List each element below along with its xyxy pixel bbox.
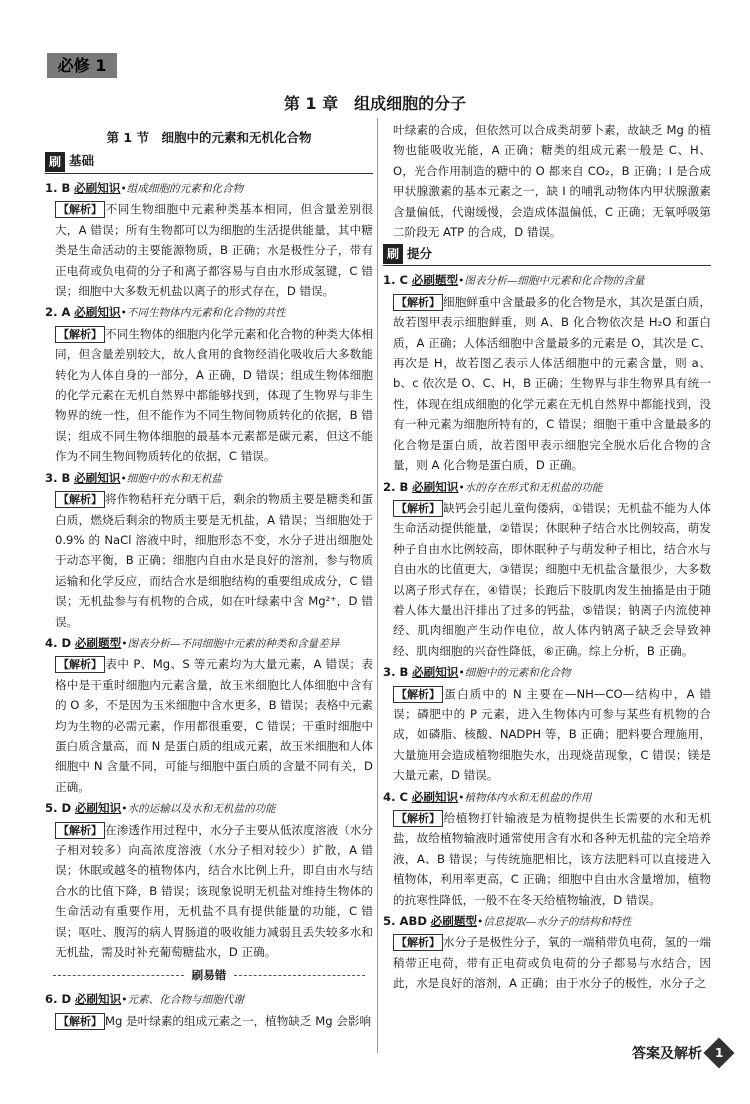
error-prone-label: 刷易错 [191,968,227,983]
analysis-label: 【解析】 [393,294,443,311]
chapter-title: 第 1 章 组成细胞的分子 [283,94,467,113]
analysis-text: 缺钙会引起儿童佝偻病，①错误；无机盐不能为人体生命活动提供能量，②错误；休眠种子结合水比例较高，萌发种子自由水比例较高，即休眠种子与萌发种子相比，结合水与自由水的比值更大，③错误；细胞中无机盐含量很少，大多数以离子形式存在，④错误；长跑后下肢肌肉发生抽搐是由于随着人体大量出汗排出了过多的钙盐，⑤错误；钠离子内流使神经、肌肉细胞产生动作电位，故人体内钠离子缺乏会导致神经、肌肉细胞的兴奋性降低，⑥正确。综上分析，B 正确。 [393,500,711,658]
page-footer [632,1040,730,1066]
error-prone-divider [45,962,373,988]
knowledge-tag: 必刷知识 [74,470,121,485]
knowledge-point: •元素、化合物与细胞代谢 [121,994,244,1007]
knowledge-tag: 必刷知识 [74,992,122,1007]
shua-icon: 刷 [45,152,65,172]
knowledge-tag: 必刷知识 [412,665,459,680]
footer-text: 答案及解析 [632,1046,702,1062]
analysis-text: 不同生物细胞中元素种类基本相同，但含量差别很大，A 错误；所有生物都可以为细胞的生活提供能量，其中糖类是生命活动的主要能源物质，B 正确；水是极性分子，带有正电荷或负电荷的分子和离子都容易与自由水形成氢键，C 错误；细胞中大多数无机盐以离子的形式存在，D 错误。 [55,202,373,299]
knowledge-tag: 必刷题型 [430,914,478,929]
answer-item [45,468,373,632]
answer-item [45,302,373,466]
answer-item [45,989,373,1031]
answer-item [383,662,711,785]
knowledge-tag: 必刷题型 [74,635,122,650]
basic-label: 基础 [69,153,95,169]
knowledge-tag: 必刷题型 [411,273,459,288]
analysis-label: 【解析】 [55,201,105,218]
answer-item [45,633,373,797]
shua-icon: 刷 [383,244,403,264]
knowledge-point: •水的运输以及水和无机盐的功能 [121,803,276,816]
answer-item [383,911,711,994]
analysis-label: 【解析】 [393,686,443,703]
module-tag: 必修 1 [47,53,117,78]
analysis-label: 【解析】 [393,810,443,827]
knowledge-point: •信息提取—水分子的结构和特性 [477,916,632,929]
analysis-label: 【解析】 [393,934,443,951]
answer-number: 1. C [383,273,409,288]
knowledge-tag: 必刷知识 [411,789,459,804]
answer-item [383,270,711,475]
answer-item [45,178,373,301]
knowledge-point: •图表分析—细胞中元素和化合物的含量 [458,275,645,288]
answer-number: 4. D [45,635,72,650]
knowledge-point: •植物体内水和无机盐的作用 [458,791,592,804]
knowledge-tag: 必刷知识 [74,181,121,195]
advance-label: 提分 [407,245,433,261]
answer-number: 4. C [383,789,409,804]
knowledge-point: •不同生物体内元素和化合物的共性 [120,307,286,320]
analysis-text: 给植物打针输液是为植物提供生长需要的水和无机盐，故给植物输液时通常使用含有水和各种无机盐的完全培养液，A、B 错误；与传统施肥相比，该方法肥料可以直接进入植物体，利用率更高，C 正确；细胞中自由水含量增加，植物的抗寒性降低，一般不在冬天给植物输液，D 错误。 [393,811,711,907]
answer-number: 3. B [383,665,409,680]
analysis-label: 【解析】 [55,1013,105,1030]
answer-number: 2. A [45,305,71,320]
answer-number: 2. B [383,479,409,494]
analysis-label: 【解析】 [55,822,105,839]
analysis-text: 在渗透作用过程中，水分子主要从低浓度溶液（水分子相对较多）向高浓度溶液（水分子相对较少）扩散，A 错误；休眠或越冬的植物体内，结合水比例上升，即自由水与结合水的比值下降，B 错误；该现象说明无机盐对维持生物体的生命活动有重要作用，无机盐不具有提供能量的功能，C 错误；呕吐、腹泻的病人胃肠道的吸收能力减弱且丢失较多水和无机盐，需及时补充葡萄糖盐水，D 正确。 [55,822,373,960]
answer-number: 5. ABD [383,914,427,929]
knowledge-point: •细胞中的元素和化合物 [458,667,571,680]
knowledge-point: •水的存在形式和无机盐的功能 [458,481,603,494]
knowledge-point: •组成细胞的元素和化合物 [120,183,244,195]
analysis-text: 将作物秸秆充分晒干后，剩余的物质主要是糖类和蛋白质，燃烧后剩余的物质主要是无机盐，A 错误；当细胞处于 0.9% 的 NaCl 溶液中时，细胞形态不变，水分子进出细胞处于动态平衡，B 正确；细胞内自由水是良好的溶剂，参与物质运输和化学反应，而结合水是细胞结构的重要组成成分，C 错误；无机盐参与有机物的合成，如在叶绿素中含 Mg²⁺，D 错误。 [55,492,373,629]
basic-banner [45,150,373,174]
answer-number: 3. B [45,470,71,485]
answer-number: 5. D [45,801,72,816]
knowledge-tag: 必刷知识 [74,305,121,320]
knowledge-tag: 必刷知识 [412,479,459,494]
analysis-text: Mg 是叶绿素的组成元素之一，植物缺乏 Mg 会影响 [105,1013,372,1028]
answer-item [383,477,711,662]
analysis-label: 【解析】 [55,326,105,343]
section-title: 第 1 节 细胞中的元素和无机化合物 [106,130,312,145]
analysis-label: 【解析】 [55,656,105,673]
answer-item [45,798,373,962]
analysis-label: 【解析】 [393,500,443,517]
analysis-label: 【解析】 [55,491,105,508]
analysis-text: 表中 P、Mg、S 等元素均为大量元素，A 错误；表格中是干重时细胞内元素含量，故玉米细胞比人体细胞中含有的 O 多，不是因为玉米细胞中含水更多，B 错误；表格中元素均为生物的必需元素，作用都很重要，C 错误；干重时细胞中蛋白质含量高，而 N 是蛋白质的组成元素，故玉米细胞和人体细胞中 N 含量不同，可能与细胞中蛋白质的含量不同有关，D 正确。 [55,657,373,794]
analysis-text: 细胞鲜重中含量最多的化合物是水，其次是蛋白质，故若图甲表示细胞鲜重，则 A、B 化合物依次是 H₂O 和蛋白质，A 正确；人体活细胞中含量最多的元素是 O，其次是 C、再次是 H，故若图乙表示人体活细胞中的元素含量，则 a、b、c 依次是 O、C、H，B 正确；生物界与非生物界具有统一性，体现在组成细胞的化学元素在无机自然界中都能找到，没有一种元素为细胞所特有的，C 错误；细胞干重中含量最多的化合物是蛋白质，故若图甲表示细胞完全脱水后化合物的含量，则 A 化合物是蛋白质，D 正确。 [393,294,711,473]
column-divider [377,118,378,1053]
page-number-badge [703,1037,734,1068]
page-number: 1 [714,1045,724,1060]
answer-item [383,787,711,910]
knowledge-point: •图表分析—不同细胞中元素的种类和含量差异 [121,637,340,650]
answer-number: 6. D [45,992,72,1007]
analysis-text: 水分子是极性分子，氧的一端稍带负电荷，氢的一端稍带正电荷，带有正电荷或负电荷的分子都易与水结合，因此，水是良好的溶剂，A 正确；由于水分子的极性，水分子之 [393,935,711,991]
knowledge-point: •细胞中的水和无机盐 [120,472,223,485]
right-column [383,120,711,994]
analysis-text: 不同生物体的细胞内化学元素和化合物的种类大体相同，但含量差别较大，故人食用的食物经消化吸收后大多数能转化为人体自身的一部分，A 正确，D 错误；组成生物体细胞的化学元素在无机自然界中都能够找到，体现了生物界与非生物界的统一性，但不能作为不同生物间物质转化的依据，B 错误；组成不同生物体细胞的最基本元素都是碳元素，但这不能作为不同生物间物质转化的依据，C 错误。 [55,326,373,464]
analysis-text: 蛋白质中的 N 主要在—NH—CO—结构中，A 错误；磷肥中的 P 元素，进入生物体内可参与某些有机物的合成，如磷脂、核酸、NADPH 等，B 正确；肥料要合理施用，大量施用会造成植物细胞失水，出现烧苗现象，C 错误；镁是大量元素，D 错误。 [393,686,711,783]
continued-text: 叶绿素的合成，但依然可以合成类胡萝卜素，故缺乏 Mg 的植物也能吸收光能，A 正确；糖类的组成元素一般是 C、H、O，光合作用制造的糖中的 O 都来自 CO₂，B 正确；I 是合成甲状腺激素的基本元素之一，缺 I 的哺乳动物体内甲状腺激素含量偏低，代谢缓慢，会造成体温偏低，C 正确；无氧呼吸第二阶段无 ATP 的合成，D 错误。 [393,123,711,240]
answer-number: 1. B [45,181,71,195]
advance-banner [383,242,711,266]
knowledge-tag: 必刷知识 [74,801,122,816]
left-column [45,126,373,1031]
